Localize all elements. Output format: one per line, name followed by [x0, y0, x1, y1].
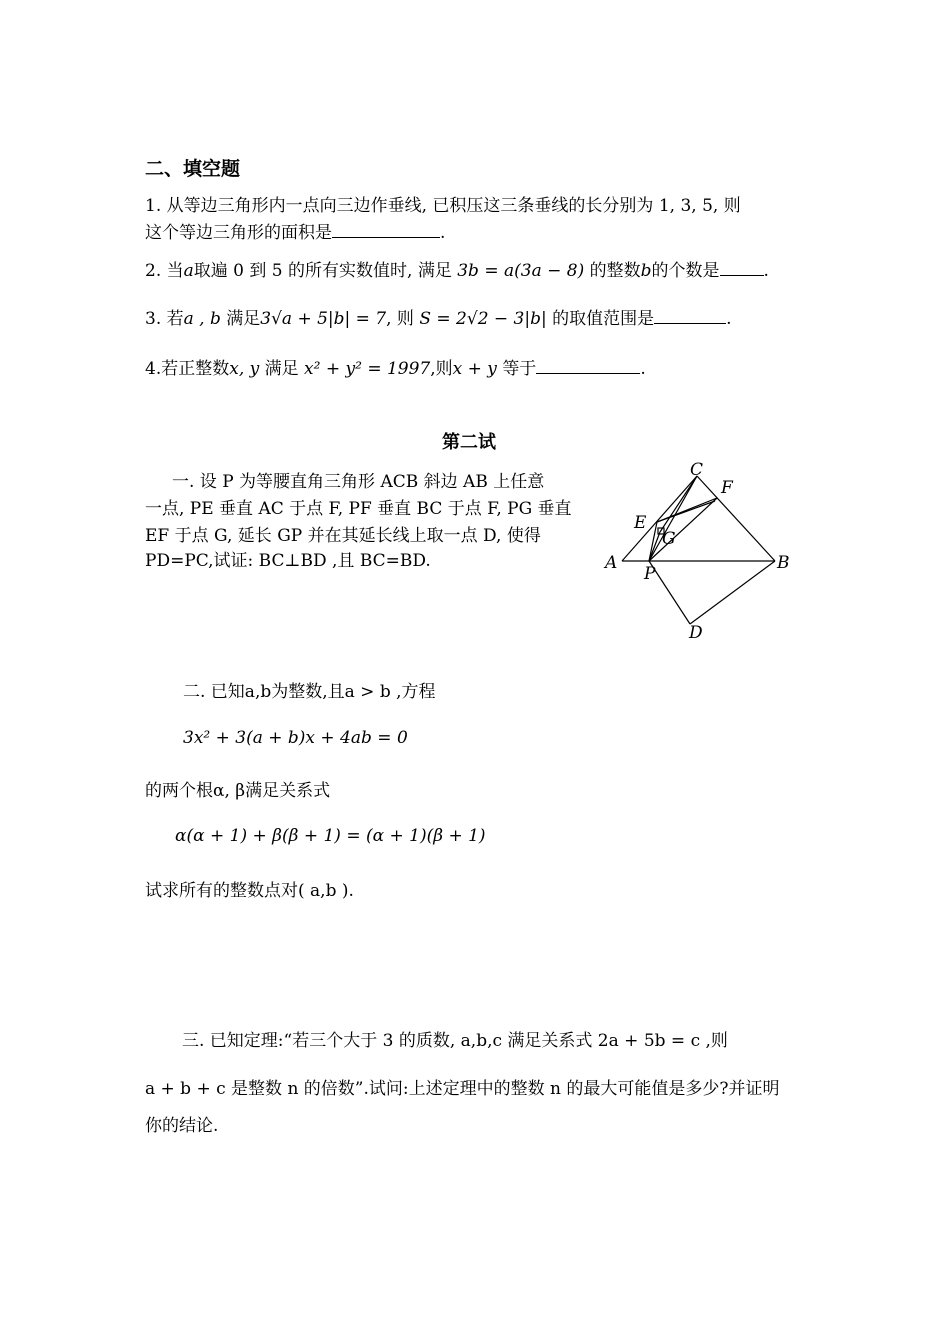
p1-line2: 一点, PE 垂直 AC 于点 F, PF 垂直 BC 于点 F, PG 垂直 [145, 499, 572, 519]
q2-suffix: 的个数是 [651, 261, 720, 281]
p2-intro: 二. 已知a,b为整数,且a > b ,方程 [183, 682, 436, 702]
q3-blank [654, 307, 726, 324]
label-G: G [662, 529, 676, 549]
q1-blank [332, 221, 440, 238]
p2-equation1: 3x² + 3(a + b)x + 4ab = 0 [183, 728, 408, 748]
q3-suffix: 的取值范围是 [552, 309, 655, 329]
label-D: D [689, 623, 703, 642]
q2-var-b: b [640, 261, 652, 281]
p2-equation2: α(α + 1) + β(β + 1) = (α + 1)(β + 1) [175, 826, 486, 846]
q3-eq2: S = 2√2 − 3|b| [419, 309, 547, 329]
q2-line: 2. 当a取遍 0 到 5 的所有实数值时, 满足 3b = a(3a − 8) 的整数b的个数是 . [145, 261, 769, 281]
label-B: B [777, 553, 790, 573]
q2-mid1: 取遍 0 到 5 的所有实数值时, 满足 [193, 261, 452, 281]
q4-blank [536, 357, 640, 374]
p2-ask: 试求所有的整数点对( a,b ). [145, 881, 354, 901]
q4-mid1: 满足 [264, 359, 299, 379]
q1-line1: 1. 从等边三角形内一点向三边作垂线, 已积压这三条垂线的长分别为 1, 3, 5, 则 [145, 196, 741, 216]
line-CB [697, 476, 775, 561]
q4-prefix: 4.若正整数 [145, 359, 230, 379]
q2-prefix: 2. 当 [145, 261, 184, 281]
label-F: F [721, 478, 733, 498]
q3-eq1: 3√a + 5|b| = 7 [260, 309, 387, 329]
p3-line1: 三. 已知定理:“若三个大于 3 的质数, a,b,c 满足关系式 2a + 5b = c ,则 [182, 1031, 728, 1051]
q3-mid2: , 则 [386, 309, 414, 329]
q3-prefix: 3. 若 [145, 309, 184, 329]
p2-mid: 的两个根α, β满足关系式 [145, 781, 331, 801]
p3-line3: 你的结论. [145, 1116, 219, 1136]
line-PF [649, 498, 717, 561]
q3-vars: a , b [183, 309, 221, 329]
label-P: P [644, 564, 656, 584]
p1-line3: EF 于点 G, 延长 GP 并在其延长线上取一点 D, 使得 [145, 526, 541, 546]
q2-var-a: a [183, 261, 194, 281]
p1-line4: PD=PC,试证: BC⊥BD ,且 BC=BD. [145, 551, 431, 571]
p1-line1: 一. 设 P 为等腰直角三角形 ACB 斜边 AB 上任意 [172, 472, 545, 492]
q3-mid1: 满足 [226, 309, 261, 329]
section-heading-fill: 二、填空题 [145, 158, 241, 180]
p3-line2: a + b + c 是整数 n 的倍数”.试问:上述定理中的整数 n 的最大可能值是多少?并证明 [145, 1079, 780, 1099]
line-DB [690, 561, 775, 624]
section-title-2: 第二试 [442, 432, 496, 453]
geometry-figure [600, 462, 800, 642]
q2-blank [720, 259, 764, 276]
label-A: A [605, 553, 618, 573]
q3-line: 3. 若a , b 满足3√a + 5|b| = 7, 则 S = 2√2 − 3|b| 的取值范围是 . [145, 309, 732, 329]
q4-xy: x + y [452, 359, 497, 379]
q4-equation: x² + y² = 1997 [304, 359, 431, 379]
line-CG [660, 476, 697, 532]
label-E: E [634, 513, 647, 533]
q4-line: 4.若正整数x, y 满足 x² + y² = 1997,则x + y 等于 . [145, 359, 646, 379]
q4-mid2: ,则 [430, 359, 453, 379]
q1-line2-text: 这个等边三角形的面积是 [145, 223, 332, 243]
label-C: C [690, 462, 704, 480]
q2-equation: 3b = a(3a − 8) [457, 261, 585, 281]
q1-line2: 这个等边三角形的面积是 . [145, 223, 446, 243]
q2-mid2: 的整数 [589, 261, 641, 281]
q4-vars: x, y [229, 359, 260, 379]
q4-suffix: 等于 [502, 359, 537, 379]
